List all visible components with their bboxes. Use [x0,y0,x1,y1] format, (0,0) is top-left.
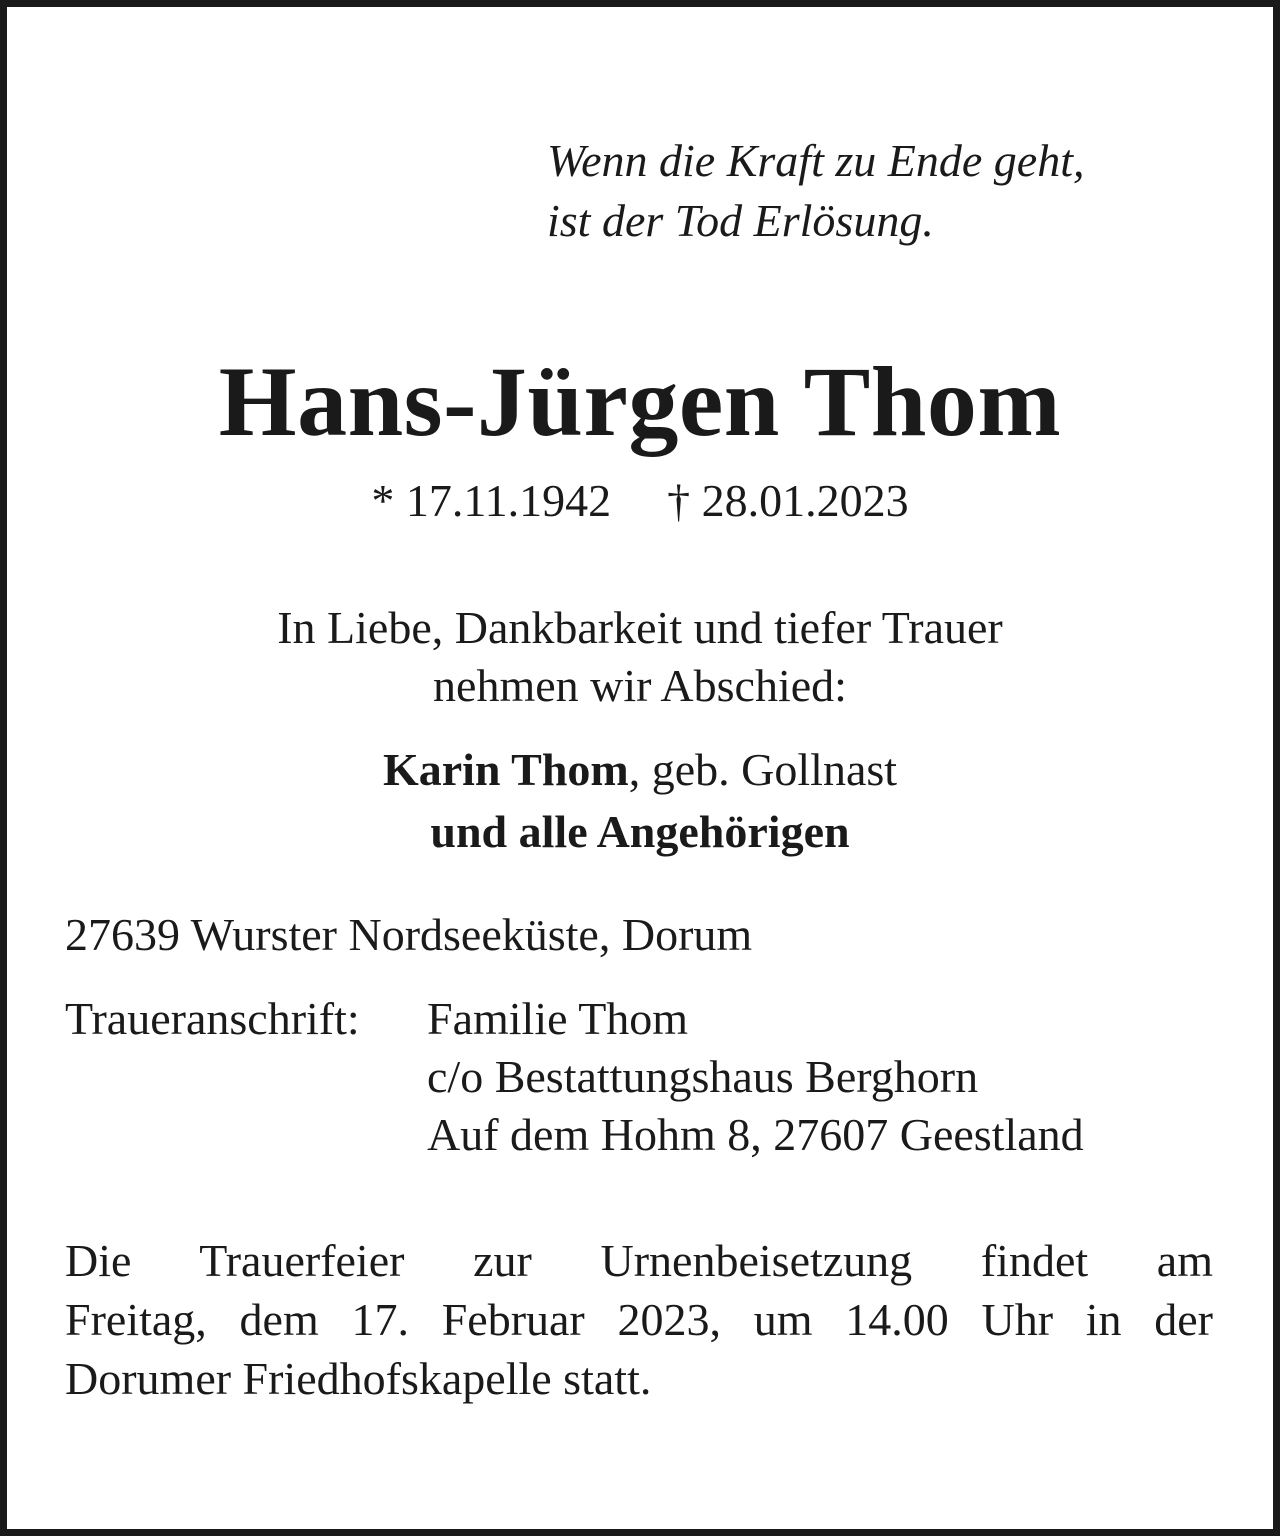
location: 27639 Wurster Nordseeküste, Dorum [65,909,753,960]
motto-line-2: ist der Tod Erlösung. [547,195,934,246]
ceremony-line-3: Dorumer Friedhofskapelle statt. [65,1353,652,1404]
birth-date: * 17.11.1942 [371,475,612,526]
deceased-name: Hans-Jürgen Thom [218,346,1062,457]
other-mourners: und alle Angehörigen [430,806,850,857]
mourning-address-line-1: Familie Thom [427,993,689,1044]
farewell-line-2: nehmen wir Abschied: [433,660,847,711]
farewell-line-1: In Liebe, Dankbarkeit und tiefer Trauer [277,602,1003,653]
mourning-address [65,990,1084,1164]
life-dates [7,473,1273,529]
ceremony-line-2: Freitag, dem 17. Februar 2023, um 14.00 Uhr in der [65,1294,1213,1345]
mourning-address-line-3: Auf dem Hohm 8, 27607 Geestland [427,1109,1084,1160]
mourning-address-line-2: c/o Bestattungshaus Berghorn [427,1051,979,1102]
motto-quote [547,131,1084,251]
ceremony-info [65,1231,1213,1408]
mourning-address-label: Traueranschrift: [65,993,360,1044]
primary-mourner-suffix: , geb. Gollnast [628,744,898,795]
death-date: † 28.01.2023 [667,475,909,526]
farewell-text [7,599,1273,715]
ceremony-line-1: Die Trauerfeier zur Urnenbeisetzung findet am [65,1235,1213,1286]
primary-mourner-name: Karin Thom [382,744,629,795]
motto-line-1: Wenn die Kraft zu Ende geht, [547,135,1085,186]
primary-mourner [7,739,1273,801]
mourners [7,739,1273,863]
